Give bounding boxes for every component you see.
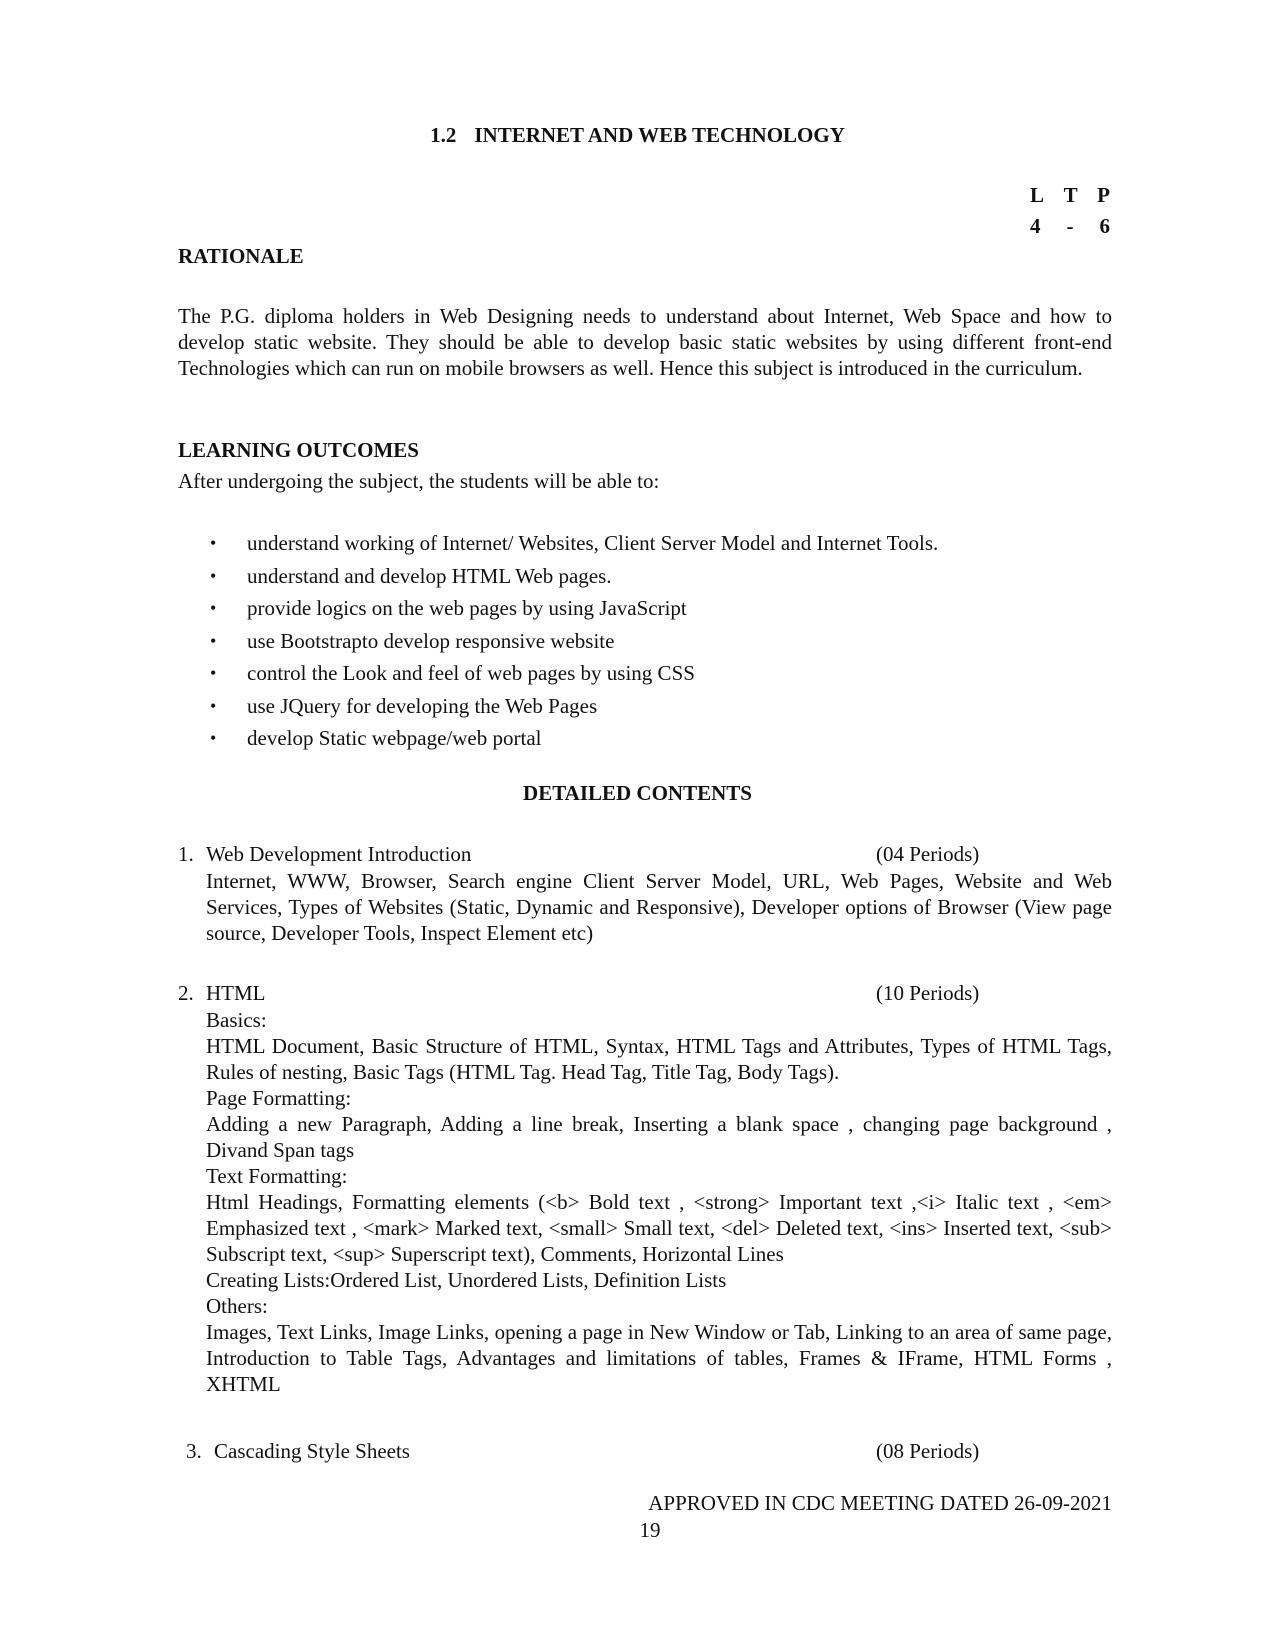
section-title: Web Development Introduction	[206, 842, 472, 866]
ltp-header-row	[1030, 180, 1110, 211]
section-number: 2.	[178, 981, 194, 1005]
bullet-icon: •	[210, 533, 217, 553]
bullet-icon: •	[210, 565, 217, 586]
list-item-text: provide logics on the web pages by using JavaScript	[247, 596, 687, 620]
subsection-text: Html Headings, Formatting elements (<b> Bold text , <strong> Important text ,<i> Italic text , <em> Emphasized text , <mark> Marked text, <small> Small text, <del> Deleted text, <ins> Inserted text, <sub> Subscript text, <sup> Superscript text), Comments, Horizontal Lines	[206, 1190, 1112, 1266]
list-item-text: develop Static webpage/web portal	[247, 726, 542, 750]
ltp-header-p: P	[1097, 183, 1110, 207]
list-item-text: control the Look and feel of web pages by using CSS	[247, 661, 695, 685]
subsection-label: Page Formatting:	[206, 1086, 352, 1110]
ltp-value-row	[1030, 211, 1110, 242]
bullet-icon: •	[210, 695, 217, 716]
ltp-value-p: 6	[1099, 214, 1110, 238]
rationale-text: The P.G. diploma holders in Web Designing needs to understand about Internet, Web Space and how to develop static website. They should be able to develop basic static websites by using different front-end Technologies which can run on mobile browsers as well. Hence this subject is introduced in the curriculum.	[178, 304, 1112, 380]
list-item-text: understand and develop HTML Web pages.	[247, 563, 612, 588]
bullet-icon: •	[210, 630, 217, 651]
page-title	[0, 122, 1275, 148]
section-periods: (08 Periods)	[876, 1439, 980, 1463]
subsection-label: Others:	[206, 1294, 268, 1318]
subsection-text: HTML Document, Basic Structure of HTML, Syntax, HTML Tags and Attributes, Types of HTML Tags, Rules of nesting, Basic Tags (HTML Tag. Head Tag, Title Tag, Body Tags).	[206, 1034, 1112, 1084]
section-heading	[178, 841, 1112, 867]
section-periods: (04 Periods)	[876, 842, 980, 866]
list-item	[210, 563, 1110, 596]
approval-note: APPROVED IN CDC MEETING DATED 26-09-2021	[648, 1491, 1112, 1515]
ltp-value-t: -	[1066, 214, 1074, 238]
section-heading	[178, 980, 1112, 1006]
list-item	[210, 660, 1110, 693]
subsection-text: Images, Text Links, Image Links, opening a page in New Window or Tab, Linking to an area of same page, Introduction to Table Tags, Advantages and limitations of tables, Frames & IFrame, HTML Forms , XHTML	[206, 1320, 1112, 1396]
learning-outcomes-heading: LEARNING OUTCOMES	[178, 438, 419, 462]
title-number: 1.2	[430, 123, 457, 147]
list-item	[210, 693, 1110, 726]
list-item	[210, 628, 1110, 661]
ltp-table	[1030, 180, 1110, 242]
subsection-text: Creating Lists:Ordered List, Unordered Lists, Definition Lists	[206, 1268, 727, 1292]
ltp-header-t: T	[1063, 183, 1078, 207]
list-item-text: understand working of Internet/ Websites, Client Server Model and Internet Tools.	[247, 531, 939, 555]
ltp-header-l: L	[1030, 183, 1045, 207]
ltp-value-l: 4	[1030, 214, 1041, 238]
subsection-label: Text Formatting:	[206, 1164, 348, 1188]
subsection-label: Basics:	[206, 1008, 267, 1032]
list-item	[210, 530, 1110, 563]
section-title: Cascading Style Sheets	[214, 1439, 410, 1463]
bullet-icon: •	[210, 728, 217, 748]
section-body: Internet, WWW, Browser, Search engine Client Server Model, URL, Web Pages, Website and Web Services, Types of Websites (Static, Dynamic and Responsive), Developer options of Browser (View page source, Developer Tools, Inspect Element etc)	[206, 869, 1112, 945]
bullet-icon: •	[210, 663, 217, 683]
list-item	[210, 595, 1110, 628]
section-heading	[186, 1438, 1120, 1464]
page-number: 19	[639, 1518, 661, 1542]
section-body	[206, 1007, 1112, 1397]
list-item	[210, 725, 1110, 758]
rationale-heading: RATIONALE	[178, 244, 304, 268]
bullet-icon: •	[210, 598, 217, 618]
list-item-text: use Bootstrapto develop responsive website	[247, 628, 615, 653]
section-number: 3.	[186, 1439, 202, 1463]
detailed-contents-heading: DETAILED CONTENTS	[523, 781, 752, 805]
section-periods: (10 Periods)	[876, 981, 980, 1005]
title-text: INTERNET AND WEB TECHNOLOGY	[474, 123, 845, 147]
section-number: 1.	[178, 842, 194, 866]
section-title: HTML	[206, 981, 266, 1005]
list-item-text: use JQuery for developing the Web Pages	[247, 693, 598, 718]
learning-outcomes-list	[210, 530, 1110, 758]
subsection-text: Adding a new Paragraph, Adding a line break, Inserting a blank space , changing page background , Divand Span tags	[206, 1112, 1112, 1162]
learning-outcomes-intro: After undergoing the subject, the students will be able to:	[178, 469, 660, 493]
